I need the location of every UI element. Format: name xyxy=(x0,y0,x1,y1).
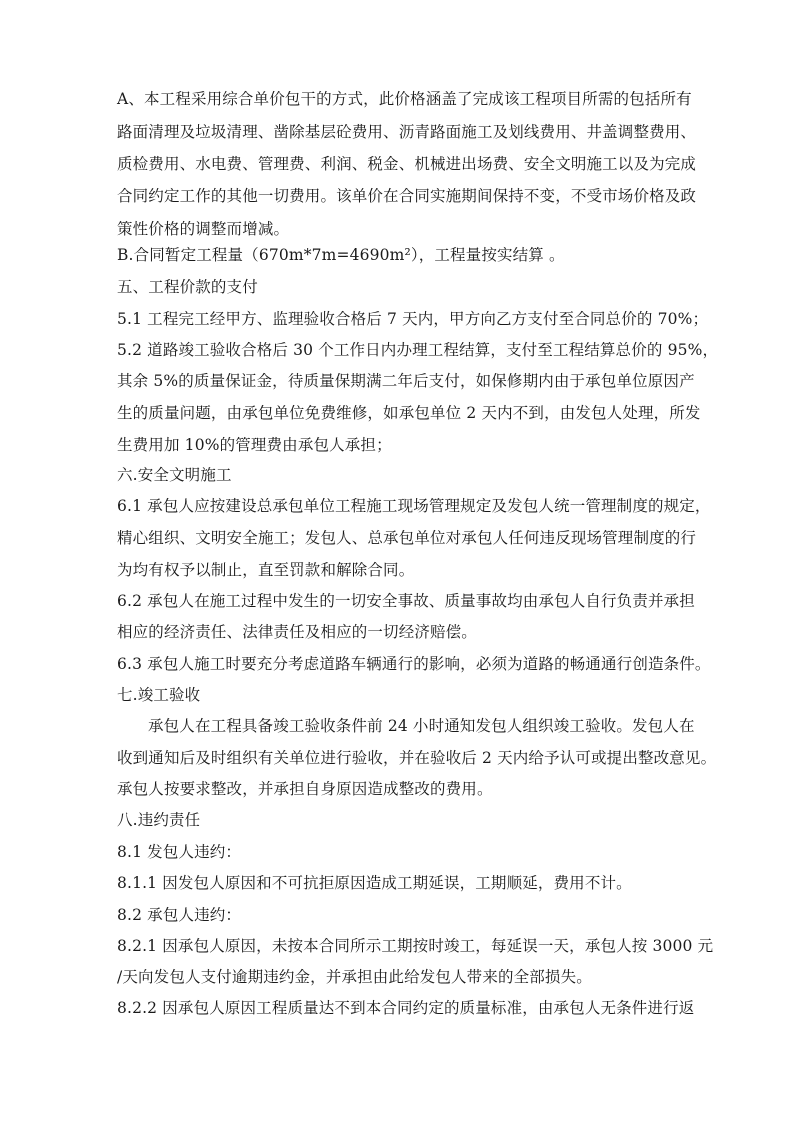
clause-a-line-2: 路面清理及垃圾清理、凿除基层砼费用、沥青路面施工及划线费用、井盖调整费用、 xyxy=(117,123,697,141)
section-8-heading: 八.违约责任 xyxy=(117,811,201,829)
clause-8-1-heading: 8.1 发包人违约： xyxy=(117,843,242,861)
clause-a-line-1: A、本工程采用综合单价包干的方式，此价格涵盖了完成该工程项目所需的包括所有 xyxy=(117,90,692,108)
section-5-heading: 五、工程价款的支付 xyxy=(117,278,258,296)
clause-a-line-3: 质检费用、水电费、管理费、利润、税金、机械进出场费、安全文明施工以及为完成 xyxy=(117,155,697,173)
clause-6-1-line-2: 精心组织、文明安全施工；发包人、总承包单位对承包人任何违反现场管理制度的行 xyxy=(117,529,697,547)
clause-8-2-2-line-1: 8.2.2 因承包人原因工程质量达不到本合同约定的质量标准，由承包人无条件进行返 xyxy=(117,999,695,1017)
clause-8-2-1-line-2: /天向发包人支付逾期违约金，并承担由此给发包人带来的全部损失。 xyxy=(117,968,592,986)
section-7-heading: 七.竣工验收 xyxy=(117,686,201,704)
section-7-line-3: 承包人按要求整改，并承担自身原因造成整改的费用。 xyxy=(117,780,493,798)
clause-5-2-line-1: 5.2 道路竣工验收合格后 30 个工作日内办理工程结算，支付至工程结算总价的 95%， xyxy=(117,341,719,359)
clause-6-1-line-3: 为均有权予以制止，直至罚款和解除合同。 xyxy=(117,561,415,579)
clause-5-1-line-1: 5.1 工程完工经甲方、监理验收合格后 7 天内，甲方向乙方支付至合同总价的 70%； xyxy=(117,310,709,328)
clause-8-1-1-line-1: 8.1.1 因发包人原因和不可抗拒原因造成工期延误，工期顺延，费用不计。 xyxy=(117,874,632,892)
clause-5-2-line-3: 生的质量问题，由承包单位免费维修，如承包单位 2 天内不到，由发包人处理，所发 xyxy=(117,404,701,422)
clause-a-line-4: 合同约定工作的其他一切费用。该单价在合同实施期间保持不变，不受市场价格及政 xyxy=(117,187,697,205)
section-6-heading: 六.安全文明施工 xyxy=(117,466,232,484)
clause-6-1-line-1: 6.1 承包人应按建设总承包单位工程施工现场管理规定及发包人统一管理制度的规定， xyxy=(117,497,711,515)
section-7-line-1: 承包人在工程具备竣工验收条件前 24 小时通知发包人组织竣工验收。发包人在 xyxy=(148,717,695,735)
clause-8-2-heading: 8.2 承包人违约： xyxy=(117,906,242,924)
section-7-line-2: 收到通知后及时组织有关单位进行验收，并在验收后 2 天内给予认可或提出整改意见。 xyxy=(117,749,717,767)
clause-5-2-line-4: 生费用加 10%的管理费由承包人承担； xyxy=(117,436,392,454)
clause-b-line: B.合同暂定工程量（670m*7m=4690m²），工程量按实结算 。 xyxy=(117,246,565,264)
clause-6-2-line-2: 相应的经济责任、法律责任及相应的一切经济赔偿。 xyxy=(117,623,477,641)
clause-5-2-line-2: 其余 5%的质量保证金，待质量保期满二年后支付，如保修期内由于承包单位原因产 xyxy=(117,372,695,390)
clause-8-2-1-line-1: 8.2.1 因承包人原因，未按本合同所示工期按时竣工，每延误一天，承包人按 3000 元 xyxy=(117,937,714,955)
clause-6-3-line-1: 6.3 承包人施工时要充分考虑道路车辆通行的影响，必须为道路的畅通通行创造条件。 xyxy=(117,655,711,673)
clause-a-line-5: 策性价格的调整而增减。 xyxy=(117,220,290,238)
clause-6-2-line-1: 6.2 承包人在施工过程中发生的一切安全事故、质量事故均由承包人自行负责并承担 xyxy=(117,592,695,610)
